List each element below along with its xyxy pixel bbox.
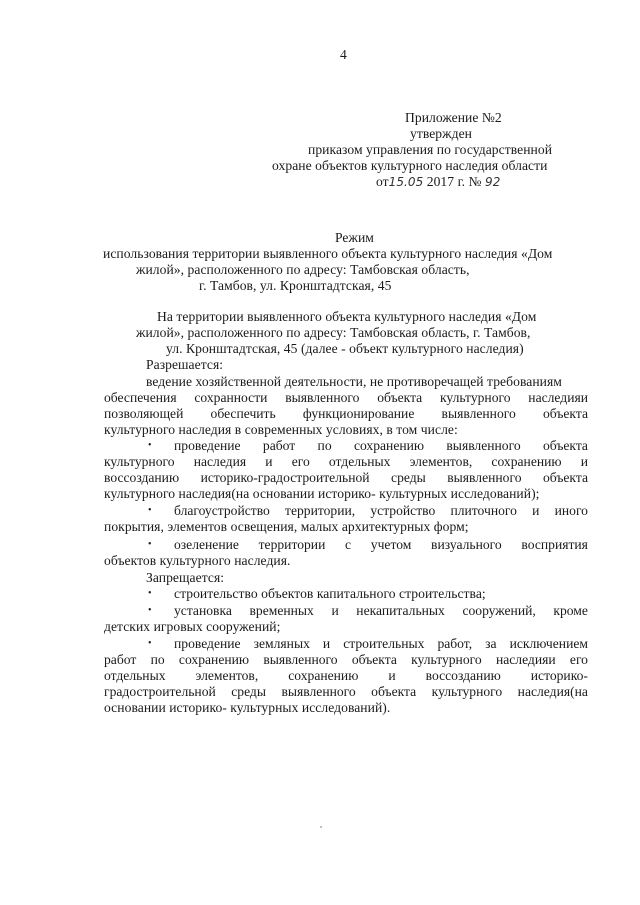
word: по (317, 438, 332, 453)
forbidden-b2-line-2: детских игровых сооружений; (104, 619, 281, 634)
word: среды (391, 470, 426, 485)
word: наследия(на (517, 684, 588, 699)
allowed-b1-line-3 (104, 470, 588, 486)
word: объекта (542, 470, 588, 485)
word: его (569, 652, 588, 667)
word: восприятия (521, 537, 588, 552)
word: плиточного (450, 503, 517, 518)
allowed-b2-line-1 (174, 503, 588, 519)
title-line-4: г. Тамбов, ул. Кронштадтская, 45 (199, 278, 392, 293)
title-line-3: жилой», расположенного по адресу: Тамбовская область, (136, 262, 470, 277)
bullet-icon: • (148, 638, 152, 649)
word: сохранению (178, 652, 250, 667)
word: и (322, 636, 331, 651)
word: выявленного (441, 406, 516, 421)
allowed-heading: Разрешается: (146, 357, 224, 372)
word: и (265, 454, 273, 469)
word: работ (262, 438, 296, 453)
allowed-b1-line-1 (174, 438, 588, 454)
allowed-b1-line-4: культурного наследия(на основании историко- культурных исследований); (104, 486, 540, 501)
word: установка (174, 603, 232, 618)
handwritten-number: 92 (485, 175, 501, 189)
word: обеспечить (210, 406, 276, 421)
word: сохранению (288, 668, 359, 683)
word: исключением (509, 636, 588, 651)
word: воссозданию (425, 668, 501, 683)
word: позволяющей (104, 406, 184, 421)
word: с (345, 537, 352, 552)
word: сохранению (491, 454, 562, 469)
word: и (331, 603, 339, 618)
word: объекта (371, 684, 417, 699)
word: работ (104, 652, 137, 667)
forbidden-heading: Запрещается: (146, 570, 225, 585)
forbidden-b2-line-1 (174, 603, 588, 619)
word: иного (554, 503, 588, 518)
title-line-2: использования территории выявленного объекта культурного наследия «Дом (103, 246, 553, 261)
word: сооружений, (462, 603, 536, 618)
word: визуального (431, 537, 502, 552)
word: и (580, 454, 588, 469)
word: сохранности (194, 390, 268, 405)
word: объекта (377, 390, 423, 405)
header-appendix: Приложение №2 (405, 110, 502, 125)
word: объекта (542, 406, 588, 421)
word: среды (231, 684, 266, 699)
allowed-b3-line-1 (174, 537, 588, 553)
word: элементов, (409, 454, 473, 469)
word: территории (258, 537, 326, 552)
word: историко-градостроительной (200, 470, 370, 485)
bullet-icon: • (148, 440, 152, 451)
word: кроме (553, 603, 588, 618)
word: культурного (411, 652, 482, 667)
header-year: 2017 г. № (426, 174, 482, 189)
word: его (291, 454, 310, 469)
word: по (150, 652, 165, 667)
forbidden-b3-line-2 (104, 652, 588, 668)
word: отдельных (328, 454, 391, 469)
intro-line-3: ул. Кронштадтская, 45 (далее - объект культурного наследия) (166, 341, 524, 356)
allowed-p1-line-3 (104, 406, 588, 422)
word: градостроительной (104, 684, 216, 699)
bullet-icon: • (148, 505, 152, 516)
header-office: охране объектов культурного наследия области (272, 158, 548, 173)
allowed-b1-line-2 (104, 454, 588, 470)
word: земляных (253, 636, 310, 651)
bullet-icon: • (148, 539, 152, 550)
word: выявленного (447, 470, 522, 485)
header-order: приказом управления по государственной (308, 142, 553, 157)
word: наследияи (495, 652, 556, 667)
header-approved: утвержден (410, 126, 472, 141)
word: проведение (174, 438, 241, 453)
word: строительных (343, 636, 425, 651)
word: выявленного (285, 390, 360, 405)
word: выявленного (446, 438, 521, 453)
scan-speck (320, 826, 322, 828)
word: озеленение (174, 537, 239, 552)
word: обеспечения (104, 390, 177, 405)
word: воссозданию (104, 470, 180, 485)
handwritten-date: 15.05 (388, 175, 424, 189)
word: проведение (174, 636, 241, 651)
page-number: 4 (340, 47, 347, 62)
word: территории, (285, 503, 356, 518)
allowed-p1-line-1: ведение хозяйственной деятельности, не противоречащей требованиям (146, 374, 562, 389)
word: историко- (530, 668, 588, 683)
word: функционирование (302, 406, 415, 421)
word: выявленного (263, 652, 338, 667)
allowed-b3-line-2: объектов культурного наследия. (104, 553, 291, 568)
title-regime: Режим (335, 230, 374, 245)
word: временных (249, 603, 314, 618)
allowed-p1-line-2 (104, 390, 588, 406)
word: культурного (431, 684, 503, 699)
word: некапитальных (356, 603, 445, 618)
word: культурного (104, 454, 175, 469)
header-date-prefix: от (376, 174, 389, 189)
word: культурного (439, 390, 511, 405)
forbidden-b3-line-3 (104, 668, 588, 684)
bullet-icon: • (148, 588, 152, 599)
word: учетом (370, 537, 412, 552)
word: за (485, 636, 497, 651)
word: наследияи (528, 390, 588, 405)
forbidden-b3-line-1 (174, 636, 588, 652)
word: объекта (542, 438, 588, 453)
word: благоустройство (174, 503, 270, 518)
allowed-p1-line-4: культурного наследия в современных условиях, в том числе: (104, 422, 458, 437)
intro-line-2: жилой», расположенного по адресу: Тамбовская область, г. Тамбов, (136, 325, 531, 340)
forbidden-b3-line-4 (104, 684, 588, 700)
word: отдельных (104, 668, 166, 683)
word: и (532, 503, 540, 518)
word: наследия (193, 454, 247, 469)
word: и (388, 668, 396, 683)
bullet-icon: • (148, 605, 152, 616)
forbidden-b1-line-1: строительство объектов капитального строительства; (174, 586, 486, 601)
word: объекта (351, 652, 397, 667)
word: элементов, (195, 668, 259, 683)
allowed-b2-line-2: покрытия, элементов освещения, малых архитектурных форм; (104, 519, 469, 534)
forbidden-b3-line-5: основании историко- культурных исследований). (104, 700, 391, 715)
word: устройство (370, 503, 436, 518)
word: выявленного (281, 684, 356, 699)
word: работ, (437, 636, 473, 651)
intro-line-1: На территории выявленного объекта культурного наследия «Дом (157, 309, 537, 324)
header-date-number (376, 174, 500, 190)
word: сохранению (353, 438, 425, 453)
